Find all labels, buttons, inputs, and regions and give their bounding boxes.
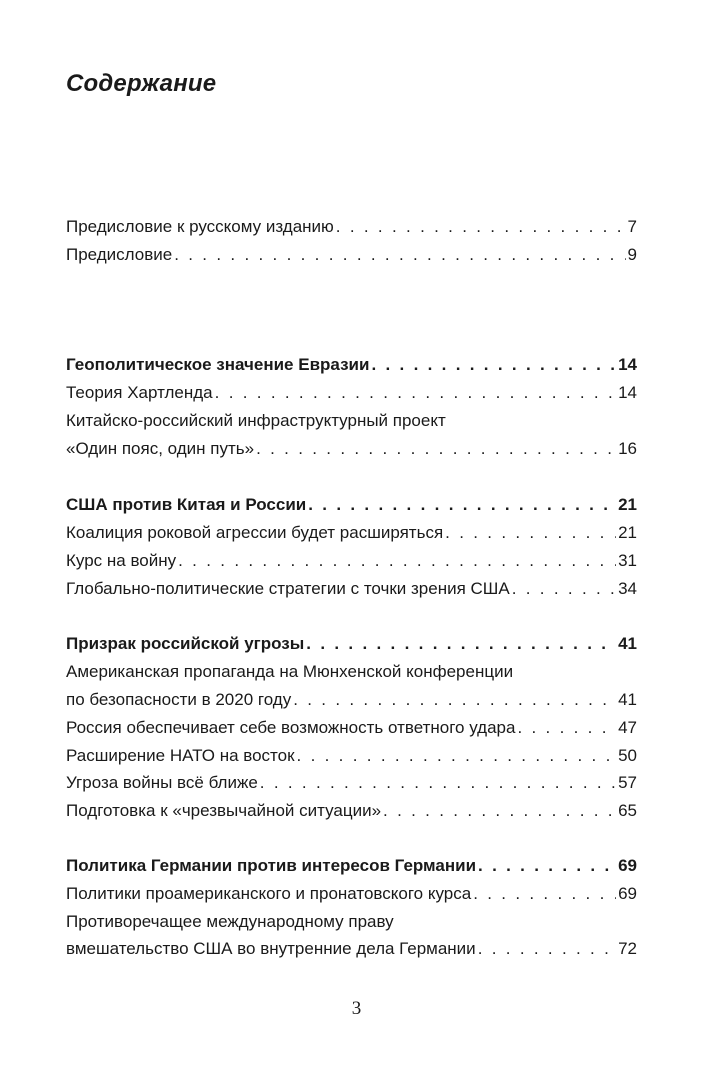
toc-entry-coalition xyxy=(66,521,637,545)
dot-leader xyxy=(297,744,617,768)
toc-entry-page: 9 xyxy=(627,245,637,264)
toc-entry-title-line: Китайско-российский инфраструктурный проект xyxy=(66,411,446,430)
toc-entry-preface-ru xyxy=(66,215,637,239)
dot-leader xyxy=(478,937,616,961)
dot-leader xyxy=(512,577,616,601)
toc-entry-page: 21 xyxy=(618,523,637,542)
toc-entry-title: вмешательство США во внутренние дела Германии xyxy=(66,939,476,958)
toc-entry-title: «Один пояс, один путь» xyxy=(66,439,255,458)
toc-chapter-title: Призрак российской угрозы xyxy=(66,634,305,653)
toc-entry-pro-us xyxy=(66,882,637,906)
dot-leader xyxy=(336,215,626,239)
toc-entry-emergency xyxy=(66,799,637,823)
dot-leader xyxy=(260,771,616,795)
toc-entry-title: Глобально-политические стратегии с точки зрения США xyxy=(66,579,510,598)
toc-entry-strategies xyxy=(66,577,637,601)
toc-entry-title: Курс на войну xyxy=(66,551,177,570)
dot-leader xyxy=(445,521,616,545)
toc-entry-title: Предисловие к русскому изданию xyxy=(66,217,334,236)
toc-chapter-1 xyxy=(66,353,637,377)
toc-chapter-title: Геополитическое значение Евразии xyxy=(66,355,370,374)
toc-entry-title: Политики проамериканского и пронатовского курса xyxy=(66,884,472,903)
toc-entry-page: 47 xyxy=(618,718,637,737)
toc-entry-title: Угроза войны всё ближе xyxy=(66,773,258,792)
toc-entry-page: 16 xyxy=(618,439,637,458)
toc-entry-war-threat xyxy=(66,771,637,795)
dot-leader xyxy=(293,688,616,712)
toc-entry-page: 57 xyxy=(618,773,637,792)
dot-leader xyxy=(215,381,616,405)
toc-entry-title: по безопасности в 2020 году xyxy=(66,690,292,709)
dot-leader xyxy=(383,799,616,823)
toc-entry-title: Расширение НАТО на восток xyxy=(66,746,295,765)
toc-chapter-page: 69 xyxy=(618,856,637,875)
dot-leader xyxy=(306,632,616,656)
toc-entry-page: 41 xyxy=(618,690,637,709)
dot-leader xyxy=(308,493,616,517)
toc-entry-munich xyxy=(66,688,637,712)
dot-leader xyxy=(478,854,616,878)
dot-leader xyxy=(174,243,625,267)
toc-entry-page: 14 xyxy=(618,383,637,402)
toc-entry-title: Теория Хартленда xyxy=(66,383,213,402)
dot-leader xyxy=(473,882,616,906)
toc-entry-interference xyxy=(66,937,637,961)
toc-entry-page: 69 xyxy=(618,884,637,903)
toc-entry-preface xyxy=(66,243,637,267)
toc-entry-title: Подготовка к «чрезвычайной ситуации» xyxy=(66,801,382,820)
toc-chapter-page: 41 xyxy=(618,634,637,653)
dot-leader xyxy=(178,549,616,573)
toc-chapter-4 xyxy=(66,854,637,878)
toc-chapter-title: Политика Германии против интересов Германии xyxy=(66,856,477,875)
toc-entry-page: 7 xyxy=(627,217,637,236)
toc-chapter-title: США против Китая и России xyxy=(66,495,307,514)
toc-entry-page: 50 xyxy=(618,746,637,765)
toc-entry-page: 65 xyxy=(618,801,637,820)
toc-chapter-page: 21 xyxy=(618,495,637,514)
toc-entry-page: 72 xyxy=(618,939,637,958)
contents-heading: Содержание xyxy=(66,70,217,97)
dot-leader xyxy=(256,437,616,461)
toc-entry-course-war xyxy=(66,549,637,573)
toc-chapter-3 xyxy=(66,632,637,656)
toc-entry-title: Коалиция роковой агрессии будет расширяться xyxy=(66,523,444,542)
toc-chapter-2 xyxy=(66,493,637,517)
toc-chapter-page: 14 xyxy=(618,355,637,374)
toc-entry-title: Россия обеспечивает себе возможность ответного удара xyxy=(66,718,516,737)
toc-entry-title-line: Противоречащее международному праву xyxy=(66,912,394,931)
page-number: 3 xyxy=(351,998,362,1019)
toc-entry-title-line: Американская пропаганда на Мюнхенской конференции xyxy=(66,662,514,681)
toc-entry-nato-east xyxy=(66,744,637,768)
toc-entry-heartland xyxy=(66,381,637,405)
toc-entry-page: 31 xyxy=(618,551,637,570)
toc-entry-title: Предисловие xyxy=(66,245,173,264)
toc-entry-page: 34 xyxy=(618,579,637,598)
toc-entry-belt-road xyxy=(66,437,637,461)
dot-leader xyxy=(517,716,616,740)
toc-entry-retaliation xyxy=(66,716,637,740)
dot-leader xyxy=(371,353,616,377)
